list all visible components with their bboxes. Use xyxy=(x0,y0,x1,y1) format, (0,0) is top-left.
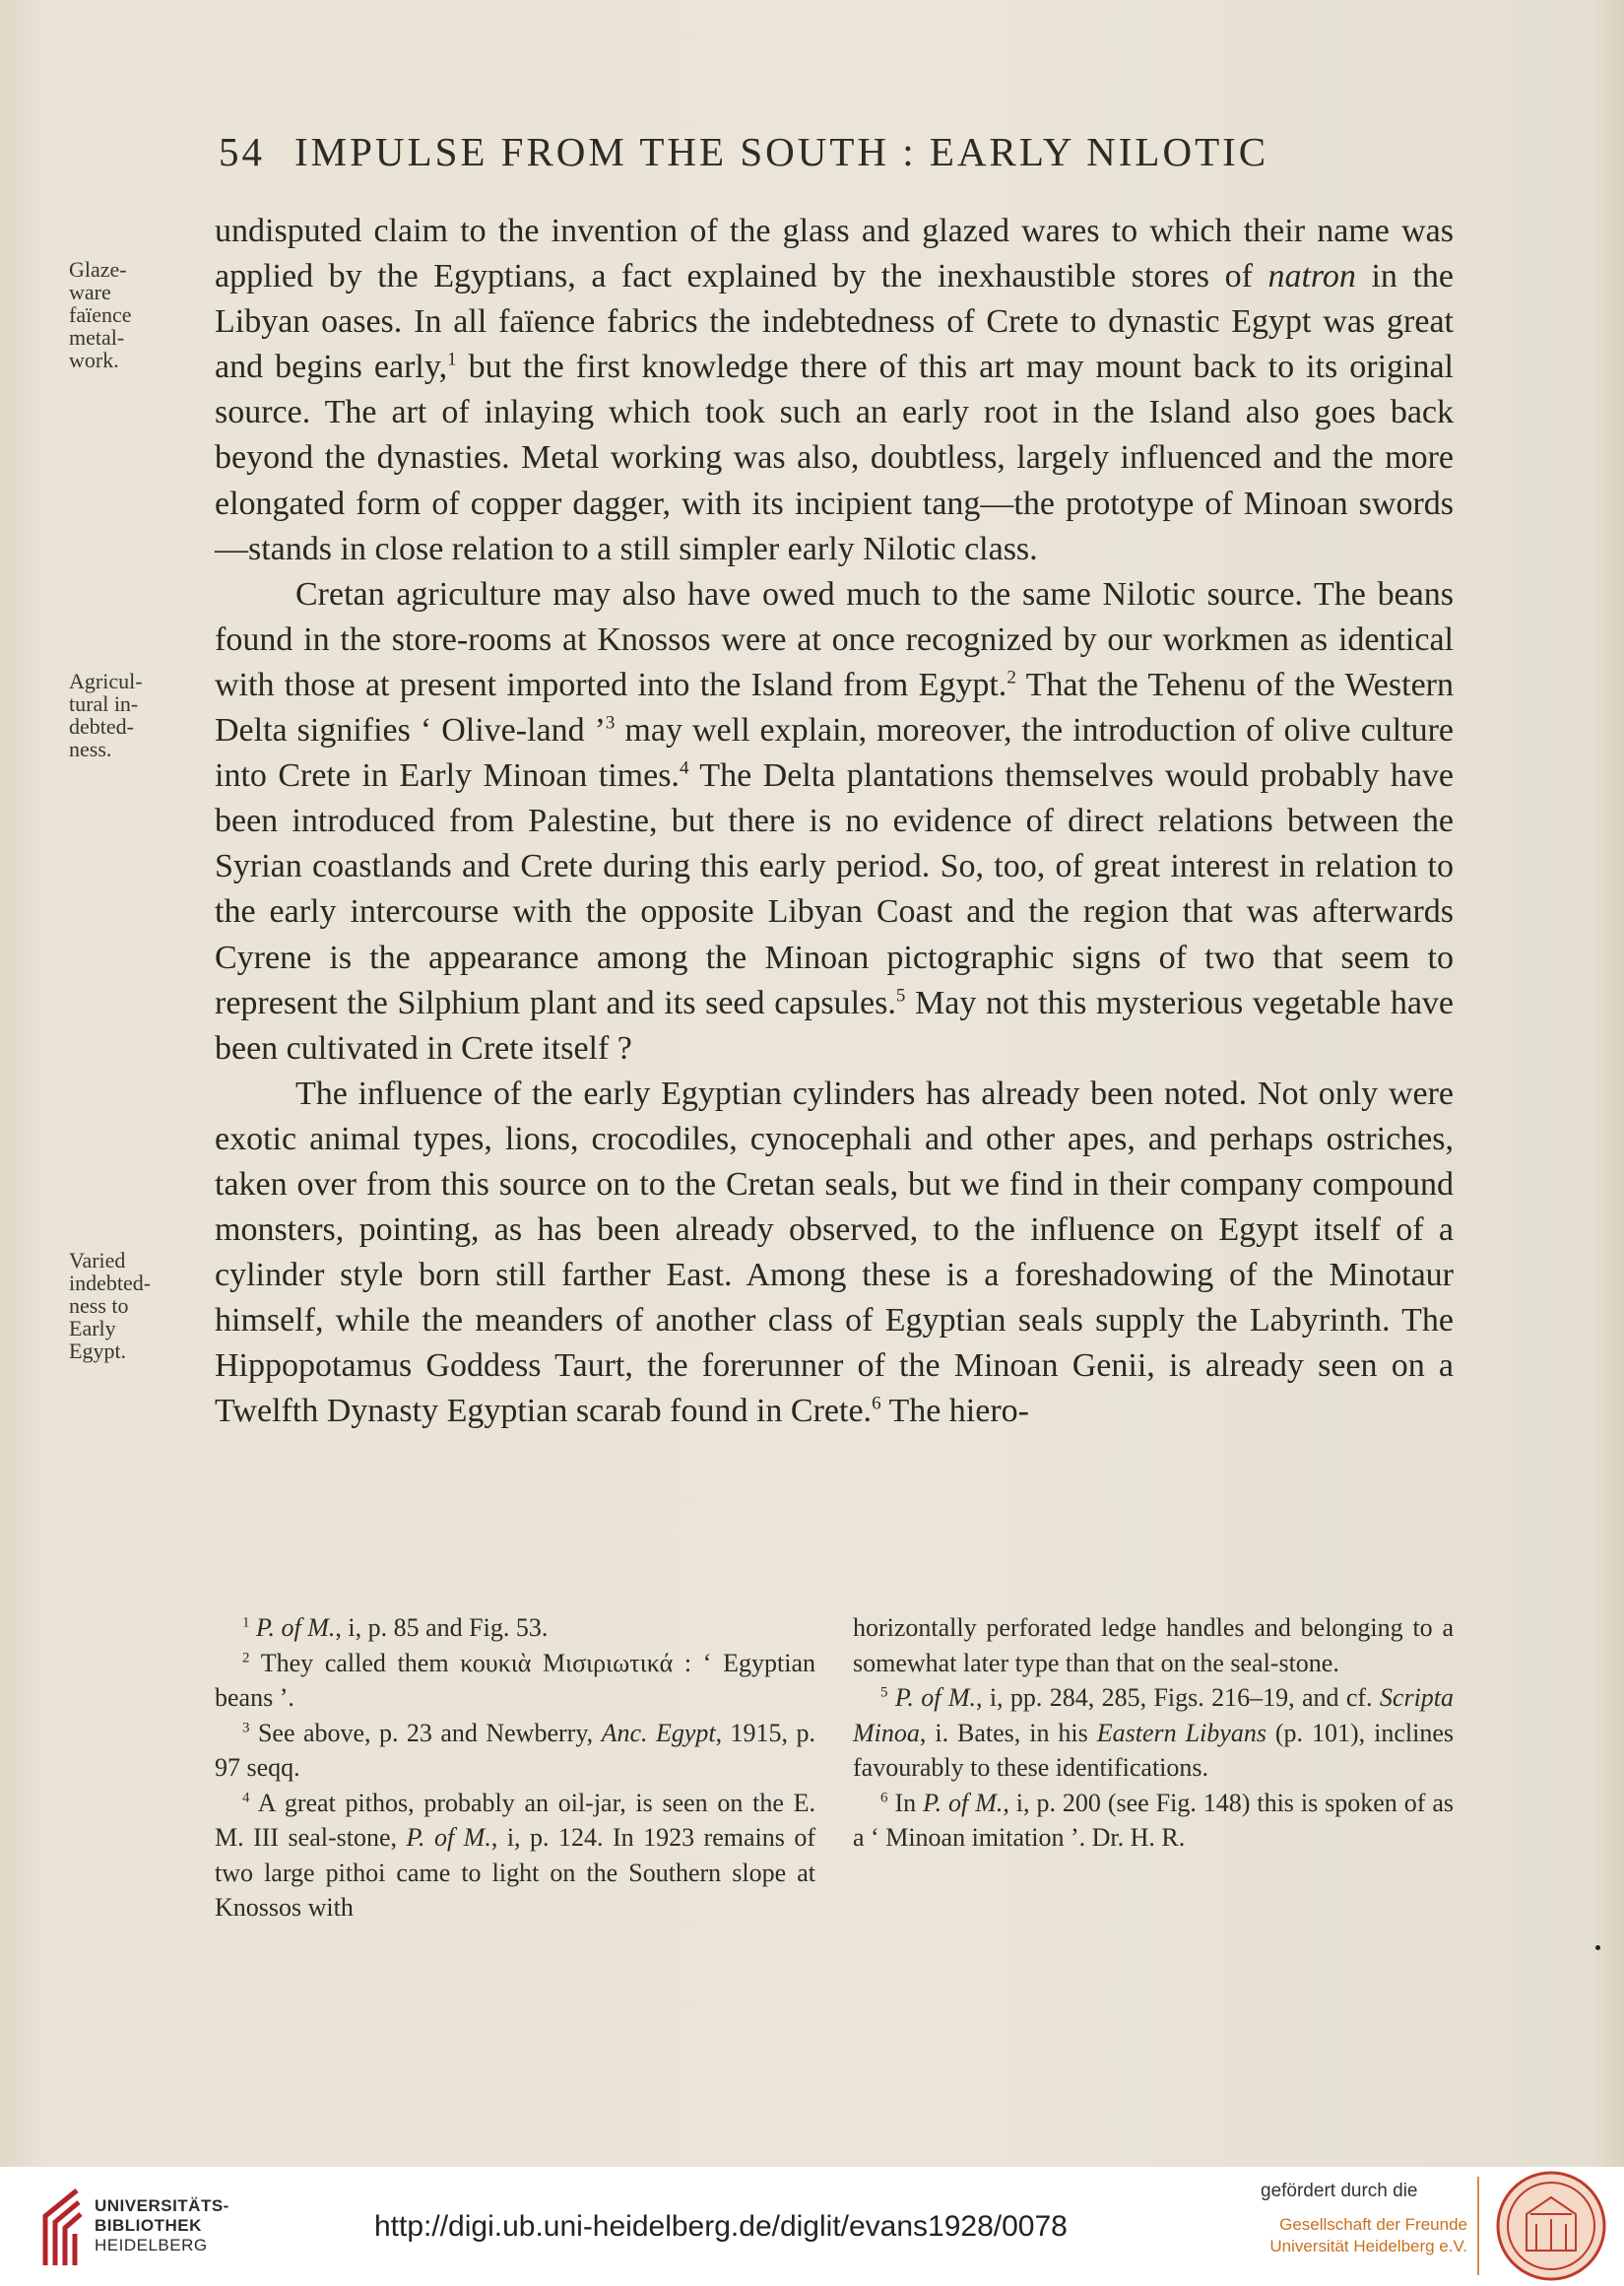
footnote-ref-4: 4 xyxy=(679,757,689,779)
footnote-ref-6: 6 xyxy=(872,1394,881,1415)
footnote-ref-5: 5 xyxy=(895,985,906,1007)
page-number: 54 xyxy=(219,129,265,174)
margin-note-agriculture: Agricul- tural in- debted- ness. xyxy=(69,669,143,761)
body-text xyxy=(215,209,1454,1435)
page-edge-mark xyxy=(1595,1945,1600,1950)
footnote-4: $^4$ A great pithos, probably an oil-jar, is seen on the E. M. III seal-stone, P. of M., i, p. 124. In 1923 remains of two large pithoi came to light on the Southern slope at Knossos with xyxy=(215,1788,815,1922)
footnote-6: $^6$ In P. of M., i, p. 200 (see Fig. 148) this is spoken of as a ‘ Minoan imitation ’. Dr. H. R. xyxy=(853,1788,1454,1852)
university-seal-icon xyxy=(1495,2170,1608,2283)
footnote-ref-2: 2 xyxy=(1007,667,1016,688)
society-name: Gesellschaft der Freunde Universität Heidelberg e.V. xyxy=(1269,2215,1467,2255)
header-title: IMPULSE FROM THE SOUTH : EARLY NILOTIC xyxy=(294,129,1269,174)
footnote-ref-3: 3 xyxy=(605,712,616,734)
footnote-2: $^2$ They called them κουκιὰ Μισιριωτικά : ‘ Egyptian beans ’. xyxy=(215,1648,815,1712)
university-library-logo-icon xyxy=(37,2187,87,2267)
footnote-5: $^5$ P. of M., i, pp. 284, 285, Figs. 216–19, and cf. Scripta Minoa, i. Bates, in his Eastern Libyans (p. 101), inclines favourably to these identifications. xyxy=(853,1683,1455,1782)
margin-note-varied: Varied indebted- ness to Early Egypt. xyxy=(69,1248,152,1363)
footer-divider xyxy=(1477,2177,1479,2275)
footnote-3: $^3$ See above, p. 23 and Newberry, Anc. Egypt, 1915, p. 97 seqq. xyxy=(215,1718,816,1782)
university-library-name: UNIVERSITÄTS- BIBLIOTHEK HEIDELBERG xyxy=(95,2196,229,2254)
margin-note-glaze: Glaze- ware faïence metal- work. xyxy=(69,257,132,372)
footnote-ref-1: 1 xyxy=(447,349,457,370)
footnotes-left-column xyxy=(215,1610,815,1926)
paragraph-2: Cretan agriculture may also have owed much to the same Nilotic source. The beans found in the store-rooms at Knossos were at once recognized by our workmen as identical with those at present imported into the Island from Egypt.$^2$ That the Tehenu of the Western Delta signifies ‘ Olive-land ’$^3$ may well explain, moreover, the introduction of olive culture into Crete in Early Minoan times.$^4$ The Delta plantations themselves would probably have been introduced from Palestine, but there is no evidence of direct relations between the Syrian coastlands and Crete during this early period. So, too, of great interest in relation to the early intercourse with the opposite Libyan Coast and the region that was afterwards Cyrene is the appearance among the Minoan pictographic signs of two that seem to represent the Silphium plant and its seed capsules.$^5$ May not this mysterious vegetable have been cultivated in Crete itself ? xyxy=(215,575,1454,1067)
running-header xyxy=(219,128,1450,175)
permalink-url[interactable]: http://digi.ub.uni-heidelberg.de/diglit/evans1928/0078 xyxy=(374,2210,1068,2243)
paragraph-1: undisputed claim to the invention of the glass and glazed wares to which their name was applied by the Egyptians, a fact explained by the inexhaustible stores of natron in the Libyan oases. In all faïence fabrics the indebtedness of Crete to dynastic Egypt was great and begins early,$^1$ but the first knowledge there of this art may mount back to its original source. The art of inlaying which took such an early root in the Island also goes back beyond the dynasties. Metal working was also, doubtless, largely influenced and the more elongated form of copper dagger, with its incipient tang—the prototype of Minoan swords—stands in close relation to a still simpler early Nilotic class. xyxy=(215,213,1454,567)
paragraph-3: The influence of the early Egyptian cylinders has already been noted. Not only were exotic animal types, lions, crocodiles, cynocephali and other apes, and perhaps ostriches, taken over from this source on to the Cretan seals, but we find in their company compound monsters, pointing, as has been already observed, to the influence on Egypt itself of a cylinder style born still farther East. Among these is a foreshadowing of the Minotaur himself, while the meanders of another class of Egyptian seals supply the Labyrinth. The Hippopotamus Goddess Taurt, the forerunner of the Minoan Genii, is already seen on a Twelfth Dynasty Egyptian scarab found in Crete.$^6$ The hiero- xyxy=(215,1075,1454,1430)
funded-by-label: gefördert durch die xyxy=(1261,2181,1418,2201)
footnotes-right-column xyxy=(853,1610,1454,1856)
footnote-4-continued: horizontally perforated ledge handles and belonging to a somewhat later type than that on the seal-stone. xyxy=(853,1613,1454,1677)
footnote-1: $^1$ P. of M., i, p. 85 and Fig. 53. xyxy=(242,1613,549,1642)
